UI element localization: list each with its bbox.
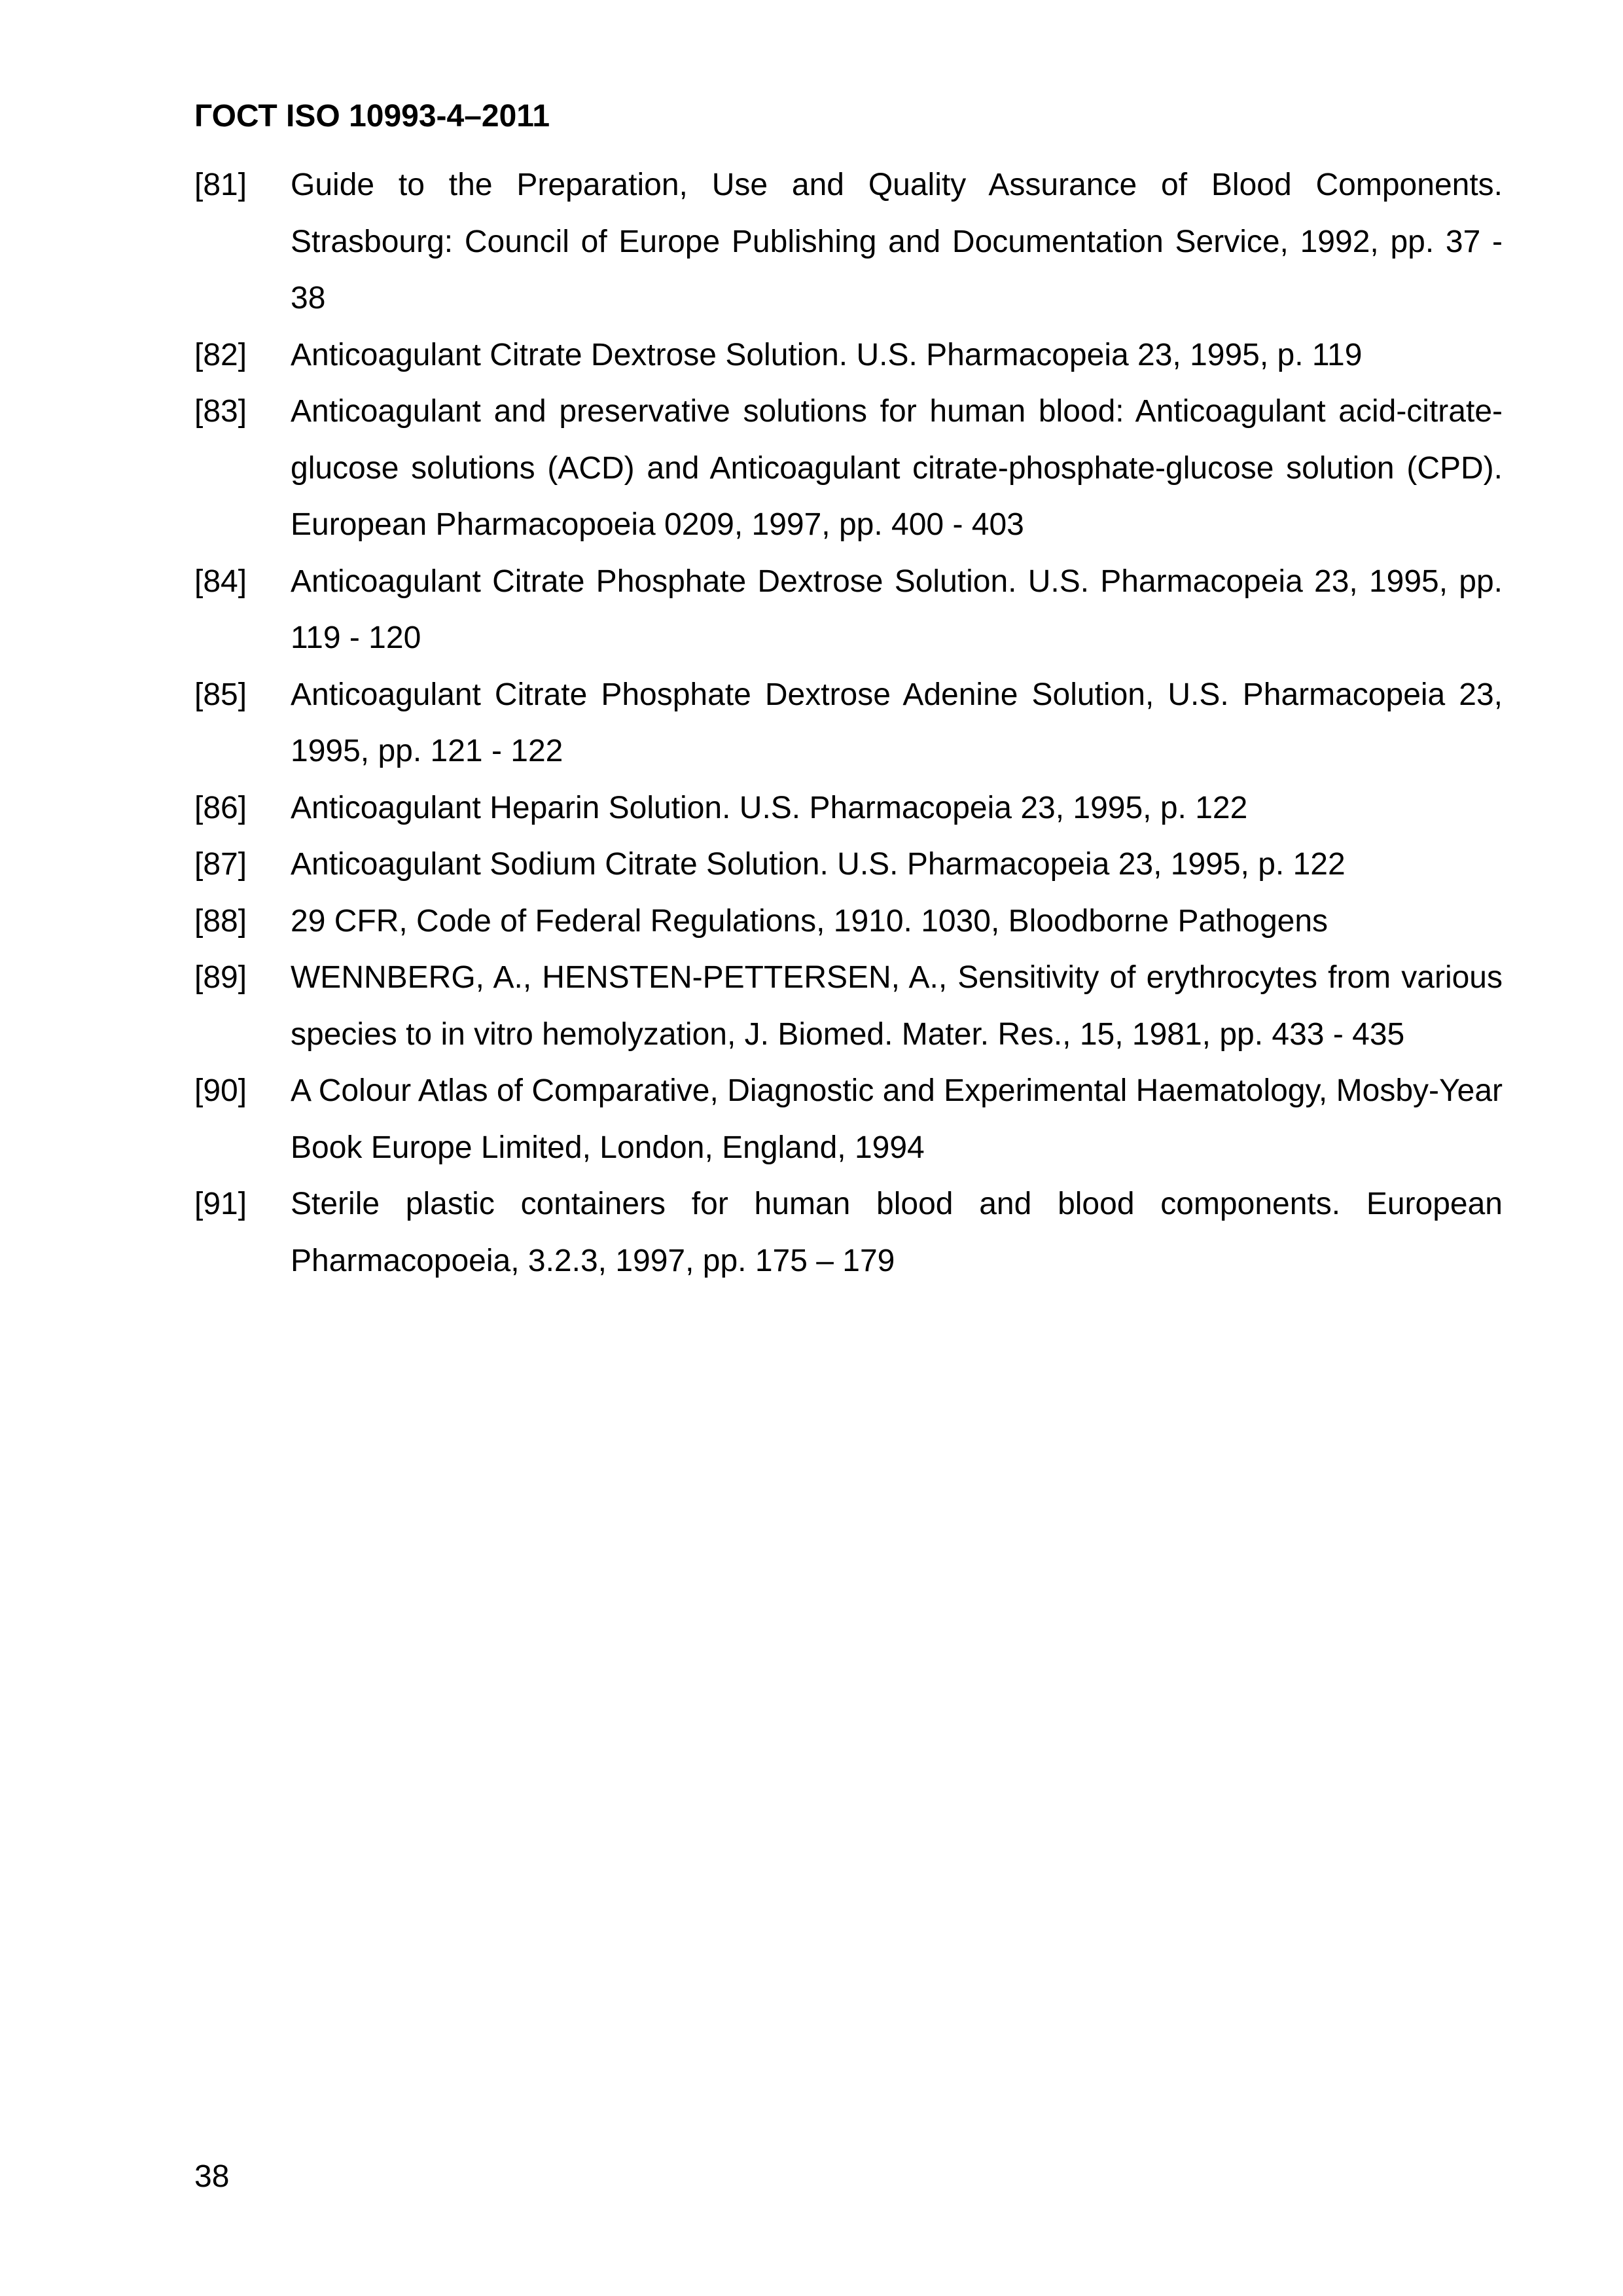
reference-text: Guide to the Preparation, Use and Quality Assurance of Blood Components. Strasbourg: Council of Europe Publishing and Documentation Service, 1992, pp. 37 - 38 xyxy=(291,168,1503,315)
reference-text: Anticoagulant Citrate Phosphate Dextrose Solution. U.S. Pharmacopeia 23, 1995, pp. 119 - 120 xyxy=(291,564,1503,655)
reference-item xyxy=(194,554,1503,667)
reference-item xyxy=(194,836,1503,893)
reference-number: [84] xyxy=(194,564,247,599)
reference-text: Sterile plastic containers for human blood and blood components. European Pharmacopoeia, 3.2.3, 1997, pp. 175 – 179 xyxy=(291,1187,1503,1278)
reference-number: [87] xyxy=(194,847,247,882)
reference-item xyxy=(194,667,1503,780)
reference-text: A Colour Atlas of Comparative, Diagnostic and Experimental Haematology, Mosby-Year Book Europe Limited, London, England, 1994 xyxy=(291,1073,1503,1165)
reference-item xyxy=(194,1176,1503,1289)
reference-text: WENNBERG, A., HENSTEN-PETTERSEN, A., Sensitivity of erythrocytes from various species to in vitro hemolyzation, J. Biomed. Mater. Res., 15, 1981, pp. 433 - 435 xyxy=(291,960,1503,1052)
reference-number: [91] xyxy=(194,1187,247,1221)
reference-list xyxy=(194,157,1503,1289)
reference-text: Anticoagulant and preservative solutions for human blood: Anticoagulant acid-citrate-glucose solutions (ACD) and Anticoagulant citrate-phosphate-glucose solution (CPD). European Pharmacopoeia 0209, 1997, pp. 400 - 403 xyxy=(291,394,1503,542)
reference-number: [83] xyxy=(194,394,247,429)
reference-number: [88] xyxy=(194,903,247,939)
reference-number: [86] xyxy=(194,790,247,825)
reference-item xyxy=(194,780,1503,837)
reference-text: 29 CFR, Code of Federal Regulations, 1910. 1030, Bloodborne Pathogens xyxy=(291,903,1329,939)
reference-text: Anticoagulant Sodium Citrate Solution. U.S. Pharmacopeia 23, 1995, p. 122 xyxy=(291,847,1346,882)
reference-text: Anticoagulant Heparin Solution. U.S. Pharmacopeia 23, 1995, p. 122 xyxy=(291,790,1248,825)
reference-item xyxy=(194,1063,1503,1176)
reference-item xyxy=(194,384,1503,554)
reference-text: Anticoagulant Citrate Dextrose Solution. U.S. Pharmacopeia 23, 1995, p. 119 xyxy=(291,337,1363,372)
reference-number: [90] xyxy=(194,1073,247,1108)
reference-number: [81] xyxy=(194,168,247,202)
reference-number: [85] xyxy=(194,677,247,712)
reference-number: [82] xyxy=(194,337,247,372)
reference-item xyxy=(194,327,1503,384)
page-number: 38 xyxy=(194,2159,230,2194)
reference-item xyxy=(194,157,1503,327)
document-header: ГОСТ ISO 10993-4–2011 xyxy=(194,99,550,134)
reference-text: Anticoagulant Citrate Phosphate Dextrose Adenine Solution, U.S. Pharmacopeia 23, 1995, pp. 121 - 122 xyxy=(291,677,1503,768)
reference-item xyxy=(194,950,1503,1063)
reference-item xyxy=(194,893,1503,950)
reference-number: [89] xyxy=(194,960,247,995)
